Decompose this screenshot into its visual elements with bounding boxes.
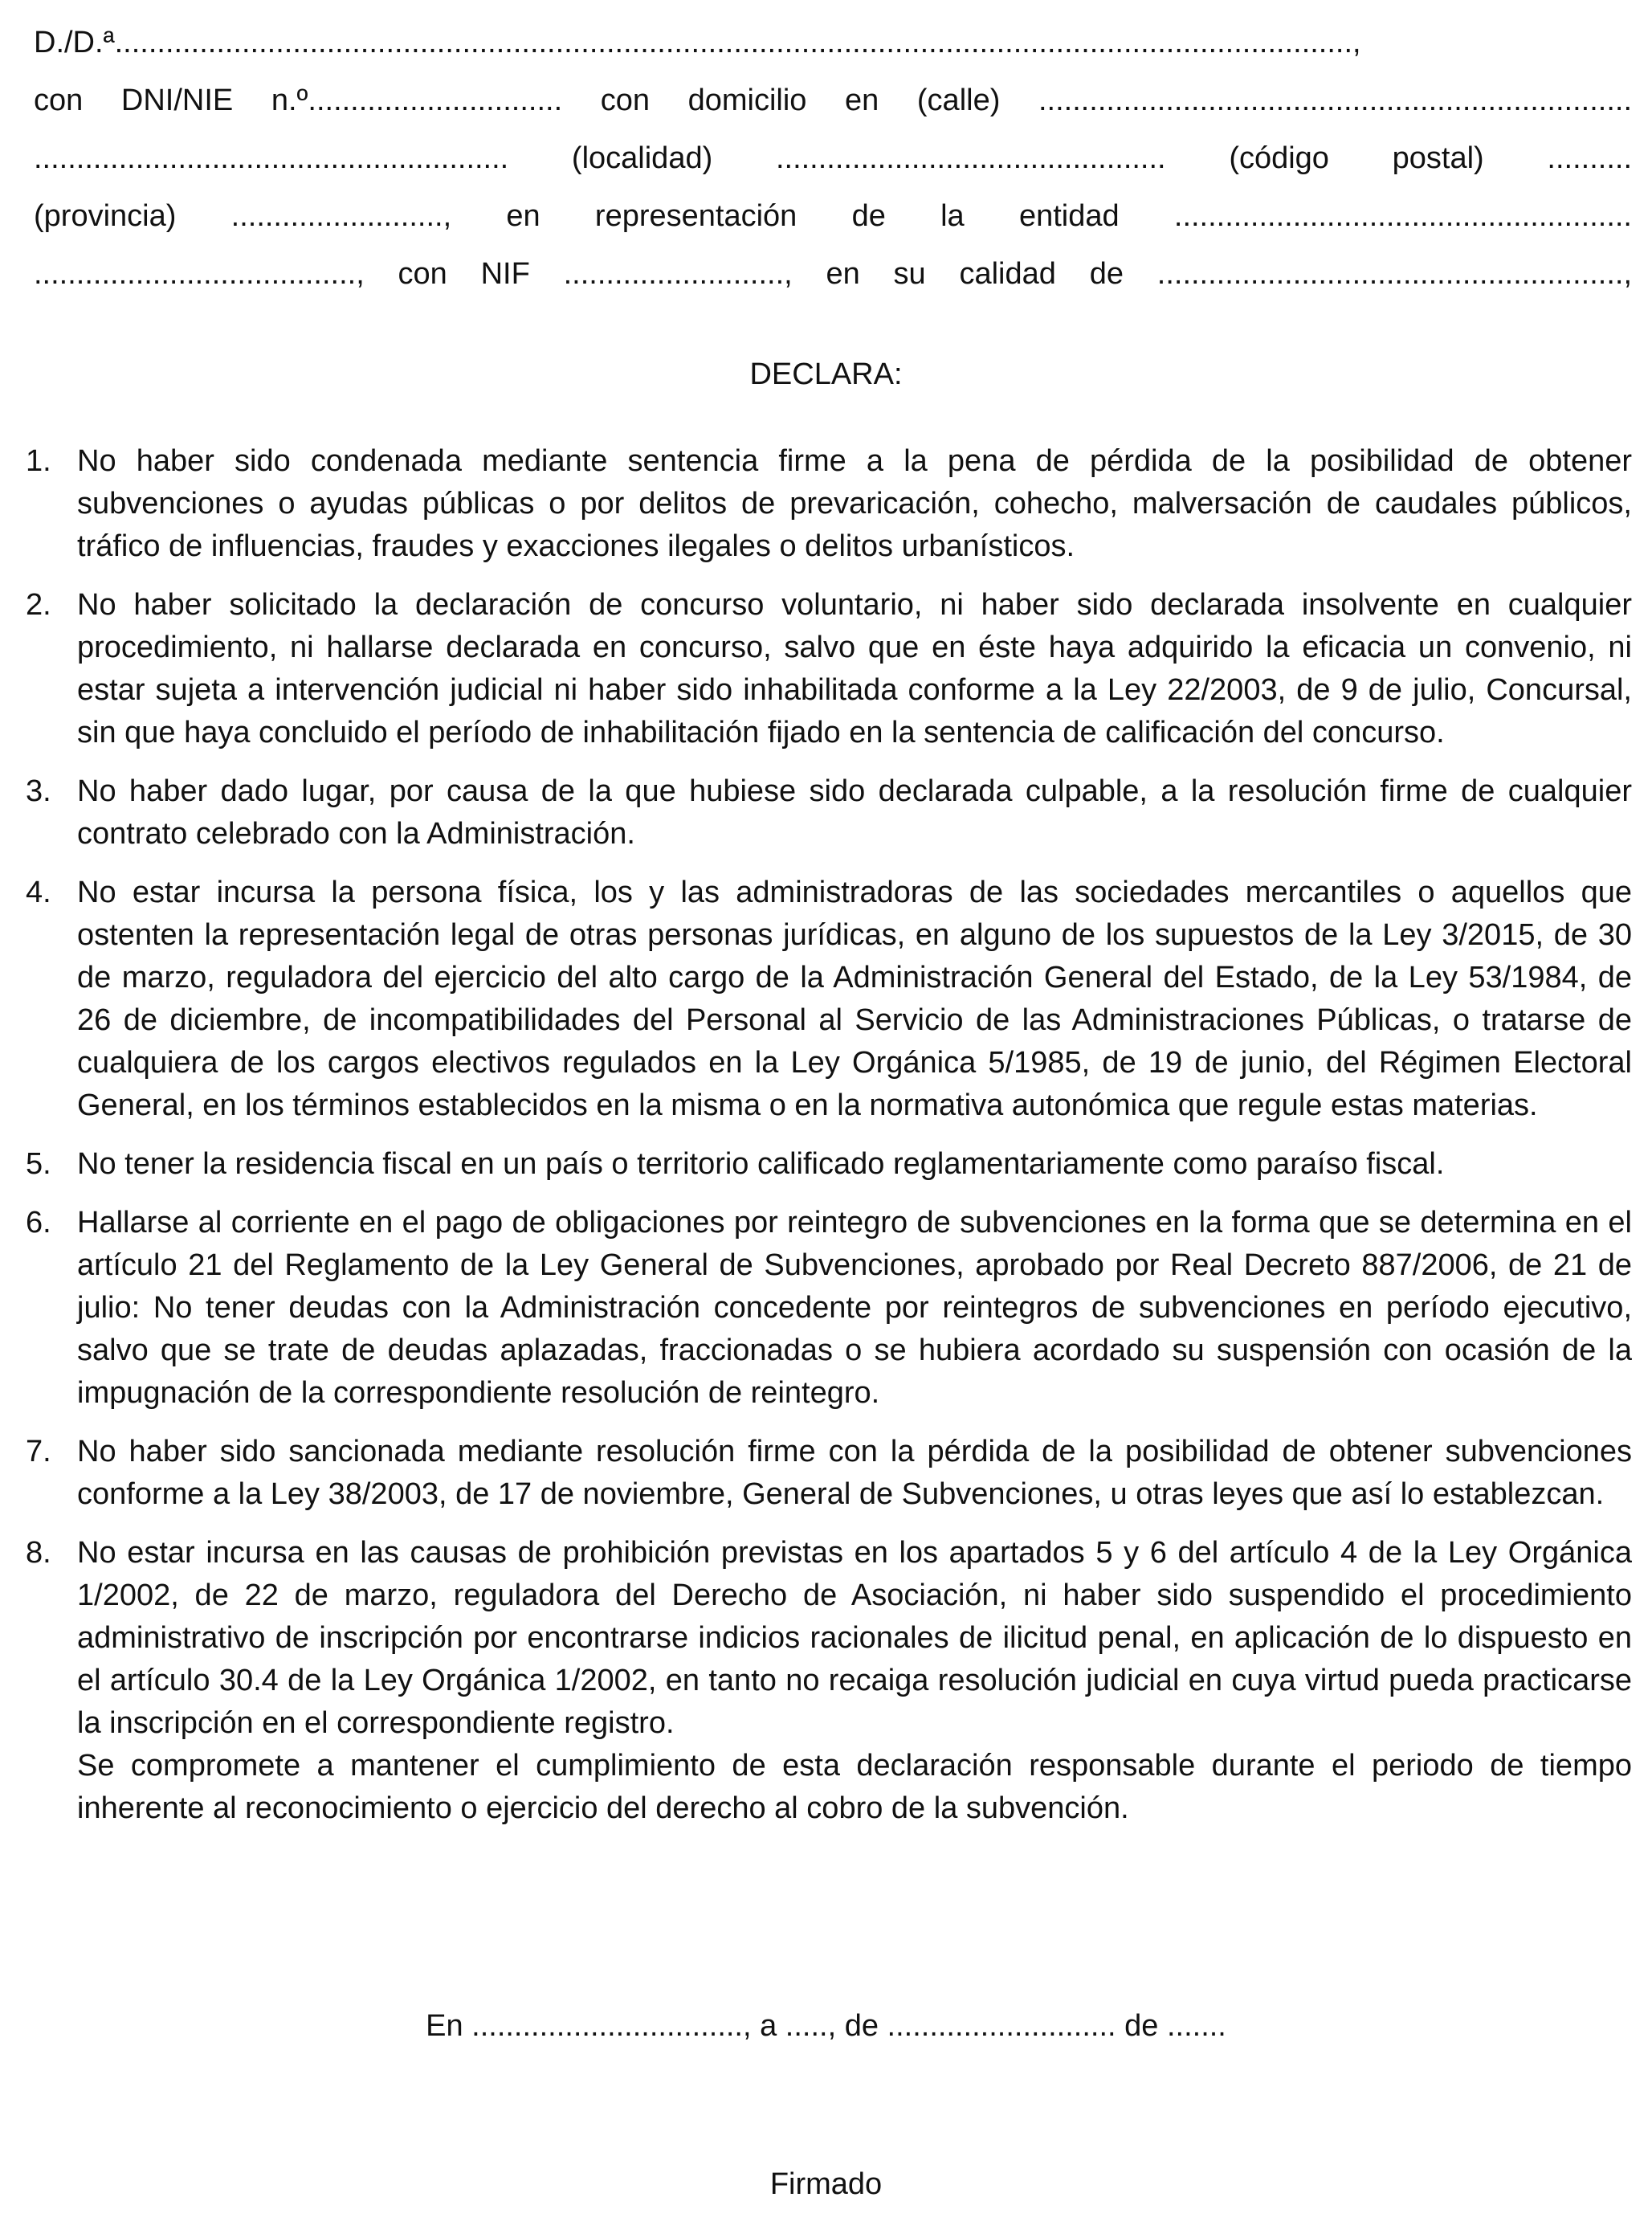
header-line-nif-capacity: ......................................, con NIF .........................., en su calidad de .......................................................,	[34, 257, 1632, 291]
signature-label: Firmado	[769, 2167, 883, 2201]
item-number: 2.	[26, 588, 51, 622]
header-line-province-entity: (provincia) ........................., en representación de la entidad ......................................................	[34, 199, 1632, 233]
header-line-name: D./D.ª..................................................................................................................................................,	[34, 26, 1361, 59]
commitment-text: Se compromete a mantener el cumplimiento de esta declaración responsable durante el periodo de tiempo inherente al reconocimiento o ejercicio del derecho al cobro de la subvención.	[77, 1749, 1632, 1825]
list-item	[0, 770, 1632, 856]
list-item	[0, 440, 1632, 568]
item-number: 1.	[26, 444, 51, 478]
list-item	[0, 1143, 1632, 1186]
item-number: 7.	[26, 1435, 51, 1468]
item-text: No haber sido condenada mediante sentencia firme a la pena de pérdida de la posibilidad de obtener subvenciones o ayudas públicas o por delitos de prevaricación, cohecho, malversación de caudales públicos, tráfico de influencias, fraudes y exacciones ilegales o delitos urbanísticos.	[77, 444, 1632, 563]
list-item	[0, 1431, 1632, 1516]
item-text: No haber solicitado la declaración de concurso voluntario, ni haber sido declarada insolvente en cualquier procedimiento, ni hallarse declarada en concurso, salvo que en éste haya adquirido la eficacia un convenio, ni estar sujeta a intervención judicial ni haber sido inhabilitada conforme a la Ley 22/2003, de 9 de julio, Concursal, sin que haya concluido el período de inhabilitación fijado en la sentencia de calificación del concurso.	[77, 588, 1632, 749]
item-number: 6.	[26, 1206, 51, 1240]
item-text: No estar incursa en las causas de prohibición previstas en los apartados 5 y 6 del artículo 4 de la Ley Orgánica 1/2002, de 22 de marzo, reguladora del Derecho de Asociación, ni haber sido suspendido el procedimiento administrativo de inscripción por encontrarse indicios racionales de ilicitud penal, en aplicación de lo dispuesto en el artículo 30.4 de la Ley Orgánica 1/2002, en tanto no recaiga resolución judicial en cuya virtud pueda practicarse la inscripción en el correspondiente registro.	[77, 1536, 1632, 1740]
item-number: 3.	[26, 774, 51, 808]
header-line-locality-postcode: ........................................................ (localidad) .............................................. (código postal) ..........	[34, 141, 1632, 175]
list-item	[0, 1532, 1632, 1830]
header-line-dni-address: con DNI/NIE n.º.............................. con domicilio en (calle) ......................................................................	[34, 84, 1632, 117]
item-text: Hallarse al corriente en el pago de obligaciones por reintegro de subvenciones en la forma que se determina en el artículo 21 del Reglamento de la Ley General de Subvenciones, aprobado por Real Decreto 887/2006, de 21 de julio: No tener deudas con la Administración concedente por reintegros de subvenciones en período ejecutivo, salvo que se trate de deudas aplazadas, fraccionadas o se hubiera acordado su suspensión con ocasión de la impugnación de la correspondiente resolución de reintegro.	[77, 1206, 1632, 1410]
item-text: No haber sido sancionada mediante resolución firme con la pérdida de la posibilidad de obtener subvenciones conforme a la Ley 38/2003, de 17 de noviembre, General de Subvenciones, u otras leyes que así lo establezcan.	[77, 1435, 1632, 1511]
item-text: No estar incursa la persona física, los y las administradoras de las sociedades mercantiles o aquellos que ostenten la representación legal de otras personas jurídicas, en alguno de los supuestos de la Ley 3/2015, de 30 de marzo, reguladora del ejercicio del alto cargo de la Administración General del Estado, de la Ley 53/1984, de 26 de diciembre, de incompatibilidades del Personal al Servicio de las Administraciones Públicas, o tratarse de cualquiera de los cargos electivos regulados en la Ley Orgánica 5/1985, de 19 de junio, del Régimen Electoral General, en los términos establecidos en la misma o en la normativa autonómica que regule estas materias.	[77, 876, 1632, 1122]
declaration-list	[0, 440, 1652, 1830]
item-text: No haber dado lugar, por causa de la que hubiese sido declarada culpable, a la resolución firme de cualquier contrato celebrado con la Administración.	[77, 774, 1632, 851]
item-number: 5.	[26, 1147, 51, 1181]
list-item	[0, 584, 1632, 754]
list-item	[0, 872, 1632, 1127]
item-number: 8.	[26, 1536, 51, 1570]
declara-heading: DECLARA:	[749, 357, 903, 391]
list-item	[0, 1202, 1632, 1415]
item-number: 4.	[26, 876, 51, 909]
item-text: No tener la residencia fiscal en un país o territorio calificado reglamentariamente como paraíso fiscal.	[77, 1147, 1445, 1181]
date-line: En ................................, a ....., de ........................... de .......	[426, 2009, 1226, 2043]
